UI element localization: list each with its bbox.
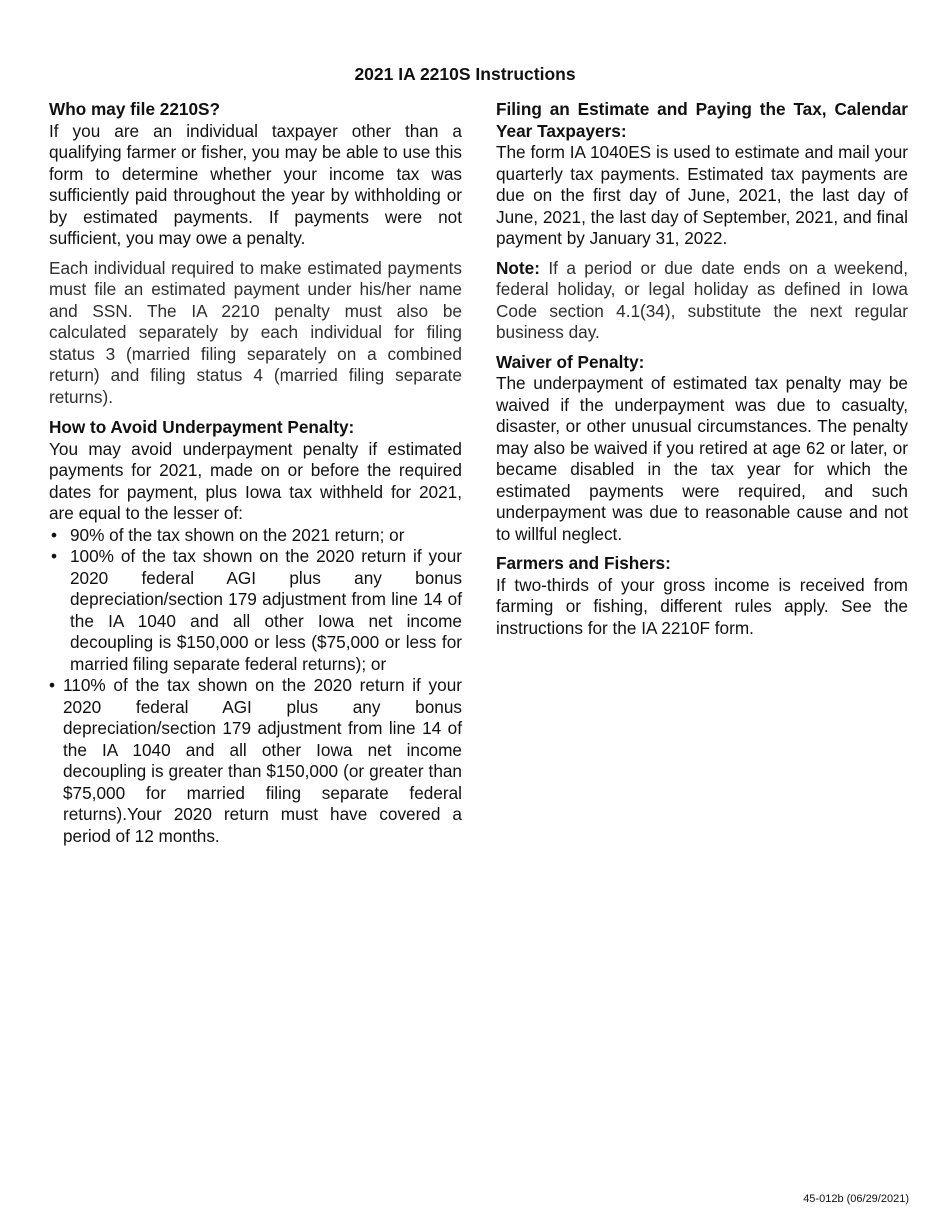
who-may-file-paragraph: If you are an individual taxpayer other than a qualifying farmer or fisher, you may be able to use this form to determine whether your income tax was sufficiently paid throughout the year by withholding or by estimated payments. If payments were not sufficient, you may owe a penalty. (49, 120, 462, 248)
right-column (496, 99, 908, 639)
individual-requirement-paragraph: Each individual required to make estimated payments must file an estimated payment under his/her name and SSN. The IA 2210 penalty must also be calculated separately by each individual for filing status 3 (married filing separately on a combined return) and filing status 4 (married filing separate returns). (49, 257, 462, 407)
list-item (49, 675, 462, 847)
list-item-text: 90% of the tax shown on the 2021 return; or (70, 524, 405, 545)
waiver-heading: Waiver of Penalty: (496, 351, 645, 372)
avoid-penalty-list (49, 525, 462, 848)
list-item (49, 525, 462, 547)
bullet-icon: • (49, 675, 56, 695)
list-item-text: 110% of the tax shown on the 2020 return if your 2020 federal AGI plus any bonus depreciation/section 179 adjustment from line 14 of the IA 1040 and all other Iowa net income decoupling is greater than $150,000 (or greater than $75,000 for married filing separate federal returns).Your 2020 return must have covered a period of 12 months. (63, 675, 462, 846)
filing-estimate-heading: Filing an Estimate and Paying the Tax, Calendar Year Taxpayers: (496, 99, 908, 141)
list-item-text: 100% of the tax shown on the 2020 return if your 2020 federal AGI plus any bonus depreciation/section 179 adjustment from line 14 of the IA 1040 and all other Iowa net income decoupling is $150,000 or less ($75,000 or less for married filing separate federal returns); or (70, 546, 462, 674)
page-title: 2021 IA 2210S Instructions (354, 64, 576, 84)
left-column (49, 99, 462, 847)
list-item (49, 546, 462, 675)
avoid-penalty-heading: How to Avoid Underpayment Penalty: (49, 417, 355, 437)
bullet-icon: • (51, 546, 58, 566)
filing-estimate-paragraph: The form IA 1040ES is used to estimate and mail your quarterly tax payments. Estimated tax payments are due on the first day of June, 2021, the last day of June, 2021, the last day of September, 2021, and final payment by January 31, 2022. (496, 142, 908, 248)
who-may-file-heading: Who may file 2210S? (49, 99, 220, 119)
farmers-heading: Farmers and Fishers: (496, 553, 671, 573)
note-label: Note: (496, 257, 540, 278)
avoid-penalty-intro: You may avoid underpayment penalty if estimated payments for 2021, made on or before the required dates for payment, plus Iowa tax withheld for 2021, are equal to the lesser of: (49, 438, 462, 523)
bullet-icon: • (51, 524, 58, 545)
note-text: If a period or due date ends on a weekend, federal holiday, or legal holiday as defined in Iowa Code section 4.1(34), substitute the next regular business day. (496, 257, 908, 342)
form-number: 45-012b (06/29/2021) (803, 1193, 909, 1205)
waiver-paragraph: The underpayment of estimated tax penalty may be waived if the underpayment was due to casualty, disaster, or other unusual circumstances. The penalty may also be waived if you retired at age 62 or later, or became disabled in the tax year for which the estimated payments were required, and such underpayment was due to reasonable cause and not to willful neglect. (496, 373, 908, 544)
note-paragraph (496, 258, 908, 344)
farmers-paragraph: If two-thirds of your gross income is received from farming or fishing, different rules apply. See the instructions for the IA 2210F form. (496, 574, 908, 638)
